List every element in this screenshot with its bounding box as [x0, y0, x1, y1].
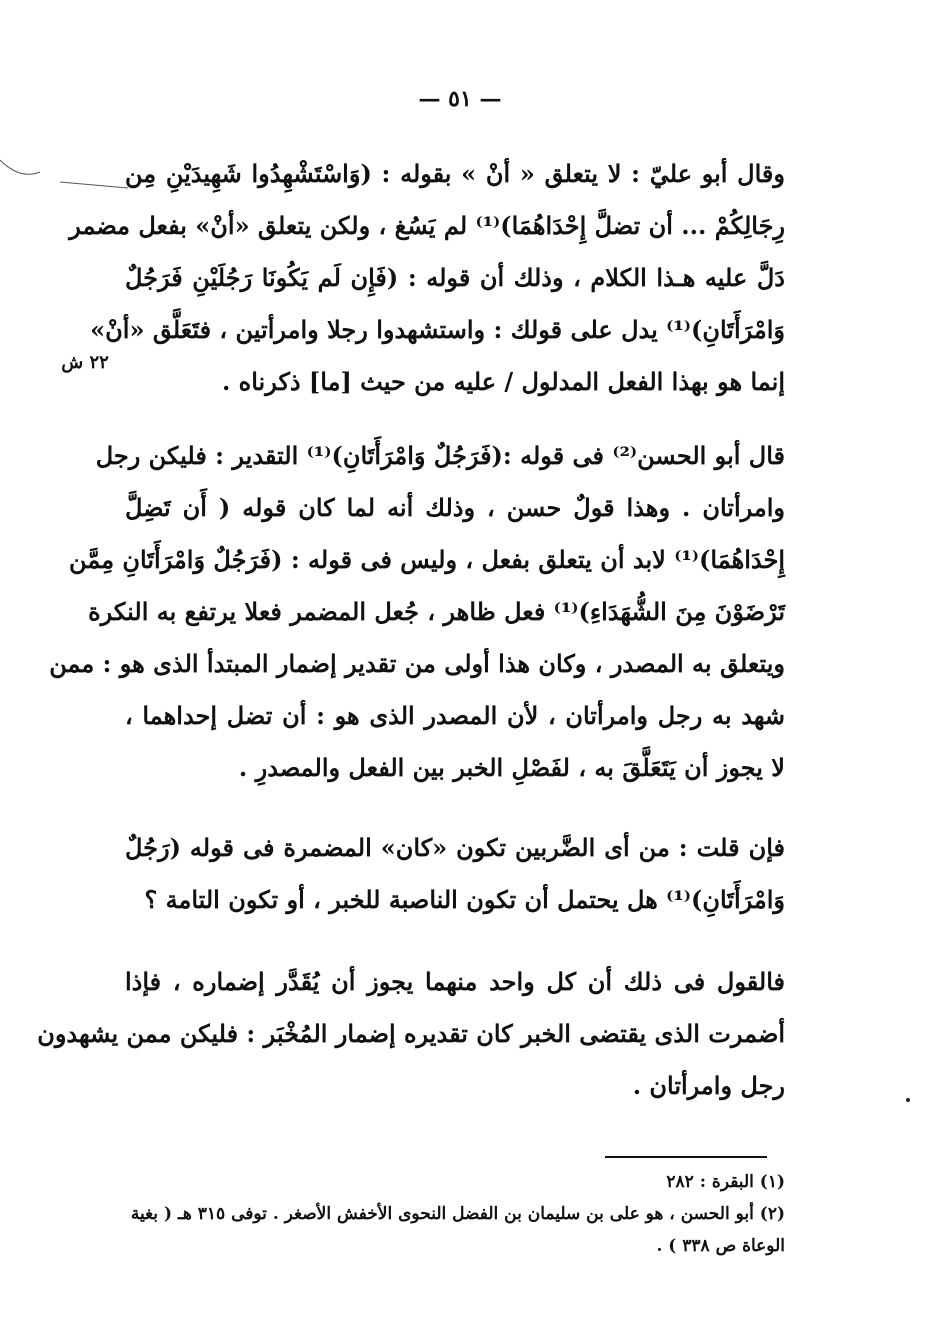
text-line: فالقول فى ذلك أن كل واحد منهما يجوز أن يُقَدَّر إضماره ، فإذا — [125, 967, 785, 996]
paragraph-3 — [125, 822, 785, 926]
footnote-2: (٢) أبو الحسن ، هو على بن سليمان بن الفضل النحوى الأخفش الأصغر . توفى ٣١٥ هـ ( بغية — [130, 1204, 785, 1224]
text-line: دَلَّ عليه هـذا الكلام ، وذلك أن قوله : (فَإِن لَم يَكُونَا رَجُلَيْنِ فَرَجُلٌ — [125, 263, 785, 292]
footnote-1: (١) البقرة : ٢٨٢ — [666, 1172, 785, 1192]
text-line: إنما هو بهذا الفعل المدلول / عليه من حيث [ما] ذكرناه . — [221, 367, 785, 396]
text-line: وقال أبو عليّ : لا يتعلق « أنْ » بقوله : (وَاسْتَشْهِدُوا شَهِيدَيْنِ مِن — [125, 159, 785, 188]
text-line: أضمرت الذى يقتضى الخبر كان تقديره إضمار المُخْبَر : فليكن ممن يشهدون — [37, 1019, 785, 1048]
text-line: لا يجوز أن يَتَعَلَّقَ به ، لفَصْلِ الخبر بين الفعل والمصدرِ . — [238, 753, 785, 782]
paragraph-2 — [49, 430, 785, 794]
text-line: ويتعلق به المصدر ، وكان هذا أولى من تقدير إضمار المبتدأ الذى هو : ممن — [49, 649, 785, 678]
page-edge-mark — [0, 150, 130, 190]
text-line: وَامْرَأَتَانِ)⁽¹⁾ هل يحتمل أن تكون الناصبة للخبر ، أو تكون التامة ؟ — [144, 885, 785, 914]
text-line: وَامْرَأَتَانِ)⁽¹⁾ يدل على قولك : واستشهدوا رجلا وامرأتين ، فتَعَلَّق «أنْ» — [90, 315, 785, 344]
text-line: رجل وامرأتان . — [632, 1071, 785, 1100]
footnote-divider — [605, 1156, 767, 1158]
text-line: فإن قلت : من أى الضَّربين تكون «كان» المضمرة فى قوله (رَجُلٌ — [125, 833, 785, 862]
text-line: إِحْدَاهُمَا)⁽¹⁾ لابد أن يتعلق بفعل ، وليس فى قوله : (فَرَجُلٌ وَامْرَأَتَانِ مِمَّن — [69, 545, 785, 574]
text-line: وامرأتان . وهذا قولٌ حسن ، وذلك أنه لما كان قوله ( أَن تَضِلَّ — [125, 493, 785, 522]
page-speck — [906, 1098, 910, 1102]
text-line: تَرْضَوْنَ مِنَ الشُّهَدَاءِ)⁽¹⁾ فعل ظاهر ، جُعل المضمر فعلا يرتفع به النكرة — [88, 597, 785, 626]
paragraph-4 — [37, 956, 785, 1112]
text-line: قال أبو الحسن⁽²⁾ فى قوله :(فَرَجُلٌ وَامْرَأَتَانِ)⁽¹⁾ التقدير : فليكن رجل — [95, 441, 785, 470]
footnotes — [105, 1166, 785, 1262]
footnote-2-continued: الوعاة ص ٣٣٨ ) . — [656, 1236, 785, 1256]
text-line: رِجَالِكُمْ ... أن تضلَّ إِحْدَاهُمَا)⁽¹⁾ لم يَسُغ ، ولكن يتعلق «أنْ» بفعل مضمر — [69, 211, 785, 240]
margin-note: ٢٢ ش — [61, 352, 109, 373]
page-number: — ٥١ — — [418, 86, 502, 112]
text-line: شهد به رجل وامرأتان ، لأن المصدر الذى هو : أن تضل إحداهما ، — [125, 701, 785, 730]
